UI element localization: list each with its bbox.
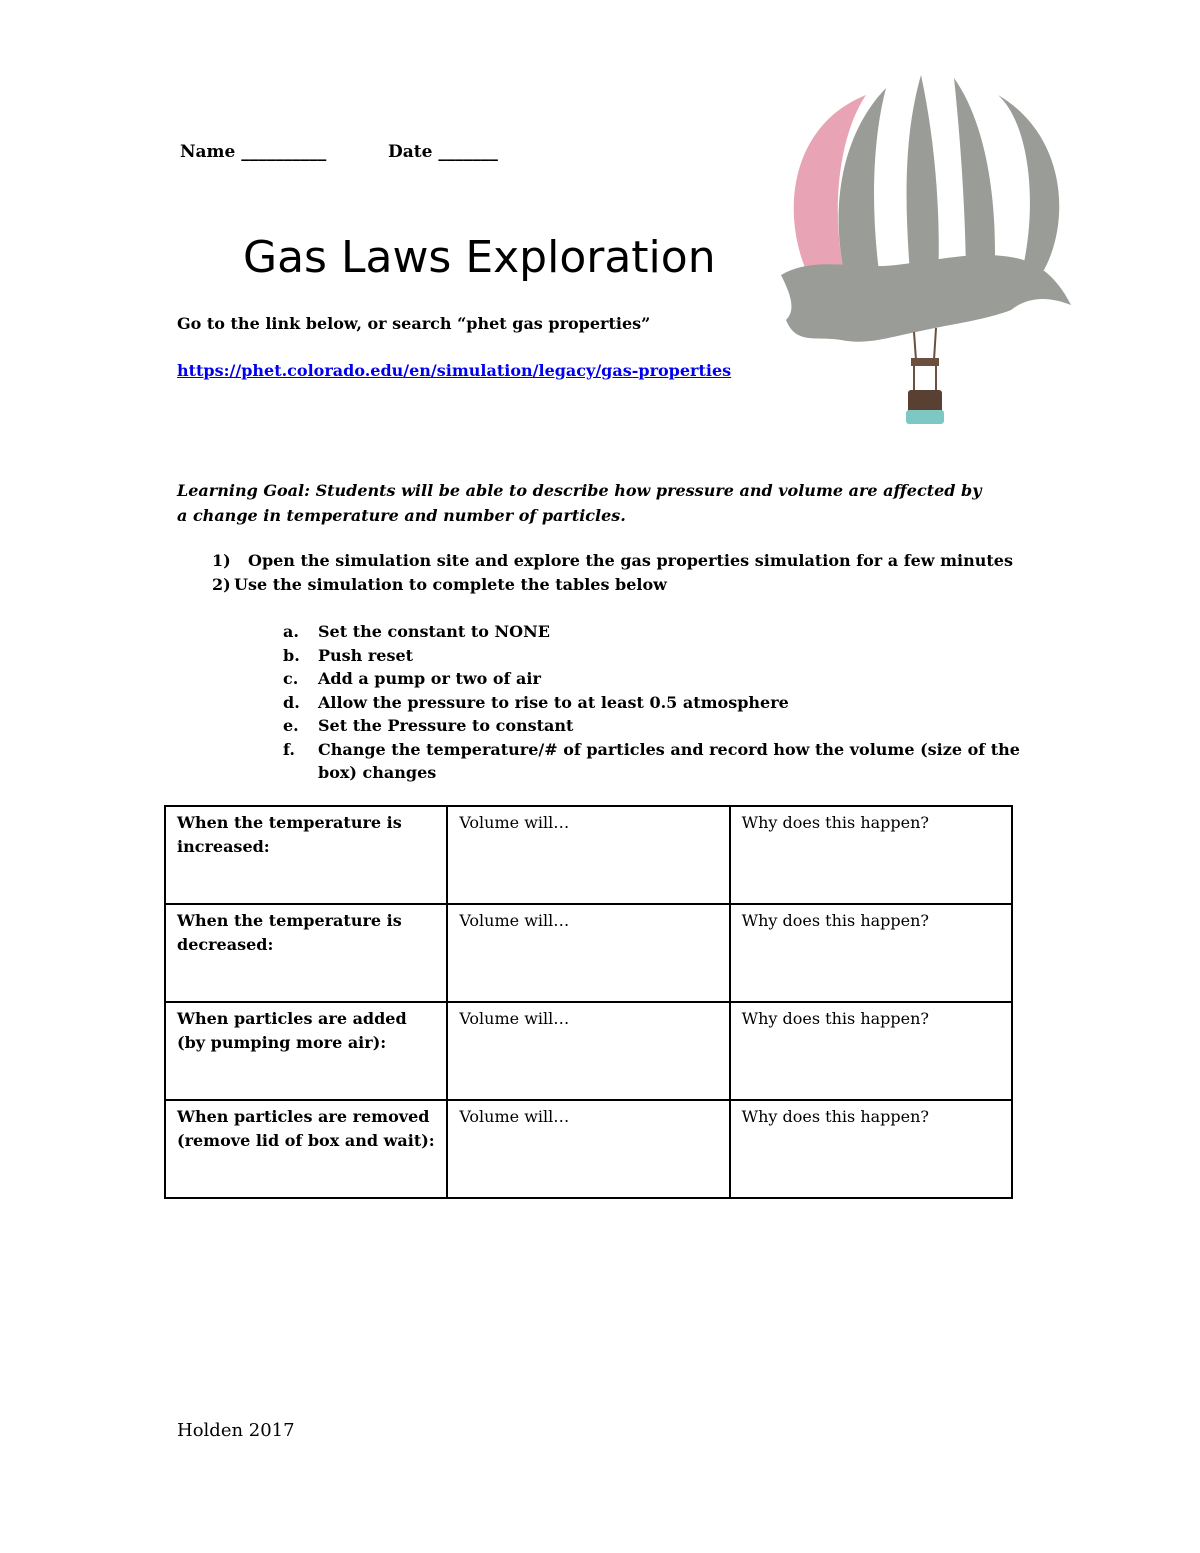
table-row — [165, 1002, 1012, 1100]
volume-answer-cell[interactable]: Volume will… — [447, 806, 729, 904]
condition-cell: When particles are removed (remove lid of box and wait): — [165, 1100, 447, 1198]
list-item — [283, 738, 1023, 785]
substep-text: Set the Pressure to constant — [318, 716, 574, 735]
condition-cell: When the temperature is decreased: — [165, 904, 447, 1002]
volume-answer-cell[interactable]: Volume will… — [447, 904, 729, 1002]
list-item — [212, 549, 1013, 573]
list-item — [283, 620, 1023, 644]
substep-text: Change the temperature/# of particles and record how the volume (size of the box) changes — [318, 739, 1020, 782]
substep-letter: b. — [283, 645, 300, 665]
substep-letter: d. — [283, 692, 300, 712]
volume-answer-cell[interactable]: Volume will… — [447, 1100, 729, 1198]
learning-goal: Learning Goal: Students will be able to describe how pressure and volume are affected by a change in temperature and number of particles. — [177, 481, 982, 525]
why-answer-cell[interactable]: Why does this happen? — [730, 904, 1012, 1002]
substep-letter: a. — [283, 622, 299, 641]
step-text: Use the simulation to complete the tables below — [234, 575, 667, 594]
substep-text: Set the constant to NONE — [318, 622, 550, 641]
substep-text: Allow the pressure to rise to at least 0.5 atmosphere — [318, 692, 789, 712]
substep-letter: e. — [283, 716, 299, 735]
instruction-text: Go to the link below, or search “phet gas properties” — [177, 314, 651, 333]
step-text: Open the simulation site and explore the gas properties simulation for a few minutes — [248, 551, 1013, 570]
list-item — [283, 691, 1023, 715]
observation-table — [164, 805, 1013, 1199]
step-number: 1) — [212, 551, 231, 570]
list-item — [212, 573, 1013, 597]
table-row — [165, 1100, 1012, 1198]
step-number: 2) — [212, 575, 231, 594]
steps-list — [212, 549, 1013, 597]
hot-air-balloon-icon — [776, 70, 1073, 427]
table-row — [165, 904, 1012, 1002]
substep-letter: c. — [283, 669, 299, 688]
page-title: Gas Laws Exploration — [243, 232, 716, 283]
phet-link[interactable]: https://phet.colorado.edu/en/simulation/legacy/gas-properties — [177, 361, 732, 380]
why-answer-cell[interactable]: Why does this happen? — [730, 1100, 1012, 1198]
condition-cell: When particles are added (by pumping more air): — [165, 1002, 447, 1100]
why-answer-cell[interactable]: Why does this happen? — [730, 1002, 1012, 1100]
substep-letter: f. — [283, 739, 295, 759]
substeps-list — [283, 620, 1023, 785]
list-item — [283, 644, 1023, 668]
substep-text: Add a pump or two of air — [318, 669, 541, 688]
condition-cell: When the temperature is increased: — [165, 806, 447, 904]
name-field-label: Name __________ — [180, 142, 327, 162]
list-item — [283, 667, 1023, 691]
table-row — [165, 806, 1012, 904]
footer-credit: Holden 2017 — [177, 1420, 295, 1441]
substep-text: Push reset — [318, 645, 414, 665]
why-answer-cell[interactable]: Why does this happen? — [730, 806, 1012, 904]
date-field-label: Date _______ — [388, 142, 498, 162]
volume-answer-cell[interactable]: Volume will… — [447, 1002, 729, 1100]
list-item — [283, 714, 1023, 738]
